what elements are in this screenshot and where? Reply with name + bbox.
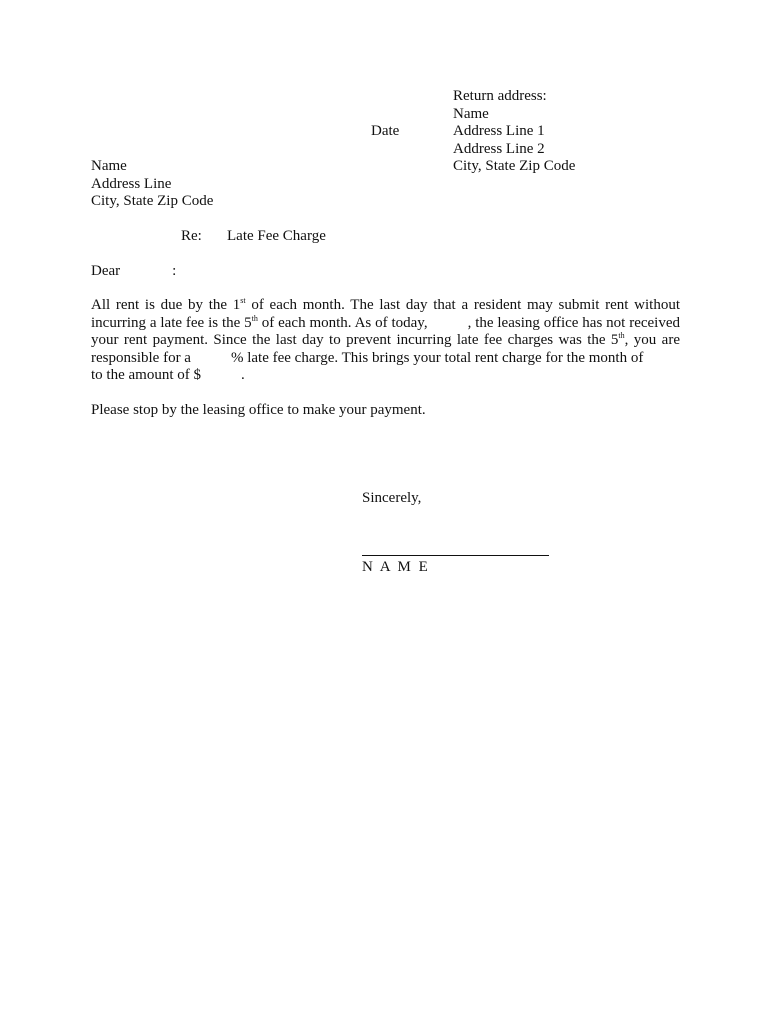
body-text: to the amount of $ xyxy=(91,367,201,383)
body-text: your rent payment. Since the last day to prevent incurring late fee charges was the 5 xyxy=(91,332,619,348)
return-address-label: Return address: xyxy=(453,88,547,104)
return-address-line1: Address Line 1 xyxy=(453,123,545,139)
return-address-line2: Address Line 2 xyxy=(453,140,545,157)
body-text: incurring a late fee is the 5 xyxy=(91,314,252,331)
recipient-city: City, State Zip Code xyxy=(91,193,214,209)
body-line-2 xyxy=(91,315,680,333)
body-line-1 xyxy=(91,297,680,315)
body-line-3 xyxy=(91,332,680,350)
body-line-4 xyxy=(91,350,680,368)
body-text: % late fee charge. This brings your total rent charge for the month of xyxy=(230,349,644,366)
ordinal-suffix: th xyxy=(251,313,258,323)
body-text: All rent is due by the 1 xyxy=(91,297,241,313)
date-label: Date xyxy=(371,123,400,139)
body-text: of each month. The last day that a resident may submit rent without xyxy=(245,297,680,313)
body-paragraph xyxy=(91,297,680,385)
return-address-block xyxy=(453,88,575,176)
body-text: responsible for a xyxy=(91,349,191,366)
ordinal-suffix: th xyxy=(618,331,625,340)
recipient-address: Address Line xyxy=(91,175,172,192)
body-text: of each month. As of today, xyxy=(257,314,428,331)
body-text: . xyxy=(240,367,245,383)
return-address-name: Name xyxy=(453,105,489,122)
salutation-colon: : xyxy=(172,263,177,279)
re-label: Re: xyxy=(181,228,202,244)
ordinal-suffix: st xyxy=(240,296,246,305)
subject-line xyxy=(181,228,326,246)
body-text: , the leasing office has not received xyxy=(467,314,680,331)
recipient-block xyxy=(91,158,213,211)
return-address-city: City, State Zip Code xyxy=(453,158,576,174)
body-line-5 xyxy=(91,367,680,385)
recipient-name: Name xyxy=(91,158,127,174)
closing-paragraph: Please stop by the leasing office to make your payment. xyxy=(91,402,426,418)
signature-line xyxy=(362,555,549,556)
signature-name: N A M E xyxy=(362,559,430,575)
body-text: , you are xyxy=(624,332,680,348)
re-subject: Late Fee Charge xyxy=(227,228,326,244)
salutation xyxy=(91,263,176,281)
salutation-dear: Dear xyxy=(91,263,121,279)
sincerely-closing: Sincerely, xyxy=(362,490,422,506)
